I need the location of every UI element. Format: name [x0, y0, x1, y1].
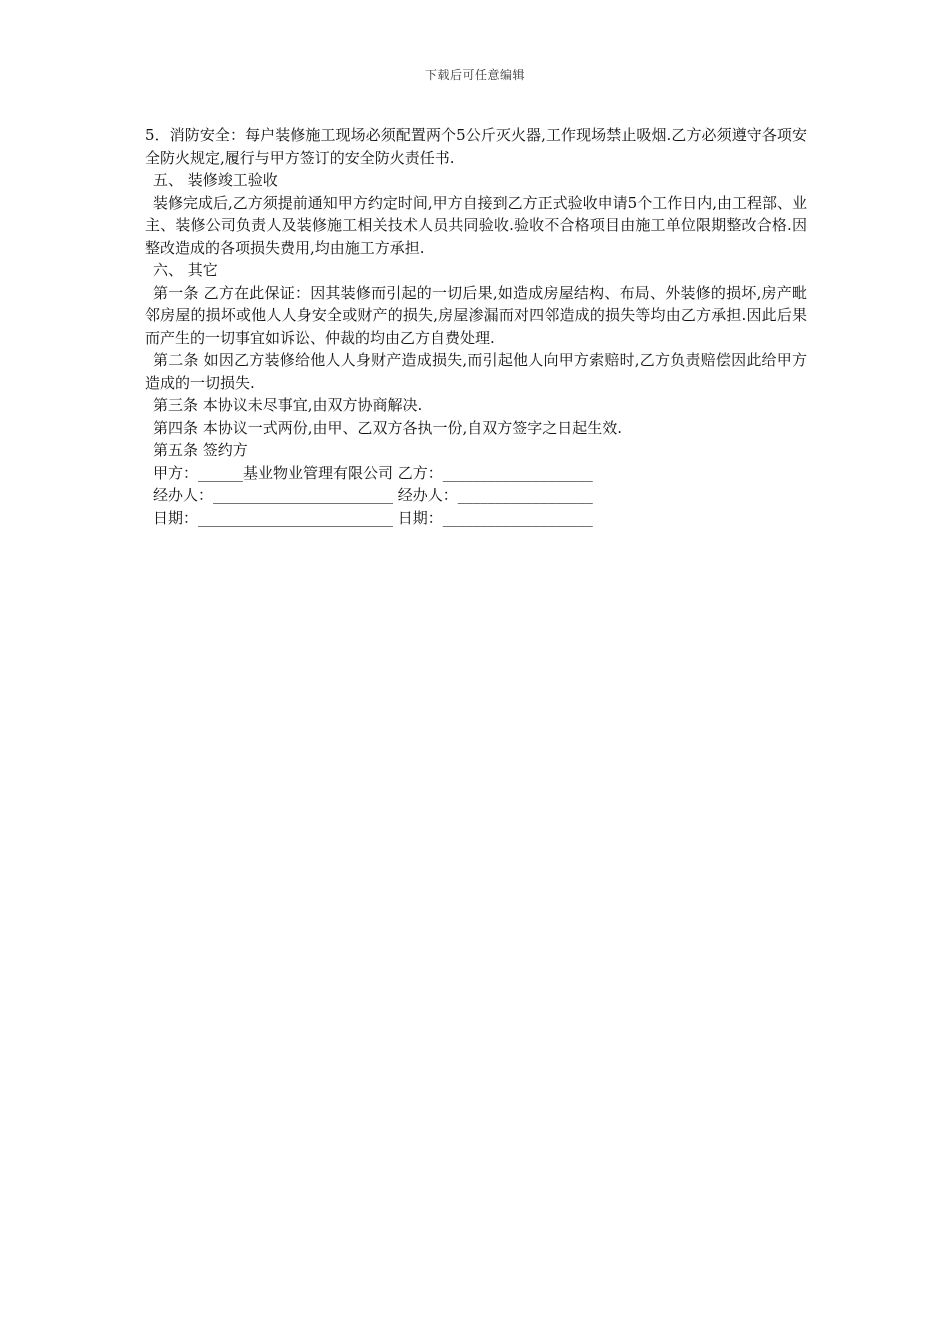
- signature-agent-line: 经办人：________________________ 经办人：__________________: [153, 486, 593, 504]
- signature-party-line: 甲方：______基业物业管理有限公司 乙方：____________________: [153, 463, 593, 482]
- section5-heading: 五、 装修竣工验收: [153, 171, 278, 189]
- paragraph-article2: 第二条 如因乙方装修给他人人身财产造成损失,而引起他人向甲方索赔时,乙方负责赔偿因此给甲方造成的一切损失.: [145, 351, 807, 392]
- paragraph-article5: 第五条 签约方: [153, 441, 248, 459]
- paragraph-article4: 第四条 本协议一式两份,由甲、乙双方各执一份,自双方签字之日起生效.: [153, 418, 623, 437]
- header-note: 下载后可任意编辑: [424, 68, 525, 82]
- signature-date-line: 日期：__________________________ 日期：____________________: [153, 508, 593, 527]
- document-body: [145, 124, 807, 529]
- paragraph-article3: 第三条 本协议未尽事宜,由双方协商解决.: [153, 396, 423, 414]
- section6-heading: 六、 其它: [153, 261, 218, 279]
- paragraph-article1: 第一条 乙方在此保证：因其装修而引起的一切后果,如造成房屋结构、布局、外装修的损坏,房产毗邻房屋的损坏或他人人身安全或财产的损失,房屋渗漏而对四邻造成的损失等均由乙方承担.因此后果而产生的一切事宜如诉讼、仲裁的均由乙方自费处理.: [145, 283, 807, 347]
- paragraph-item5: 5．消防安全：每户装修施工现场必须配置两个5公斤灭火器,工作现场禁止吸烟.乙方必须遵守各项安全防火规定,履行与甲方签订的安全防火责任书.: [145, 126, 807, 167]
- paragraph-section5: 装修完成后,乙方须提前通知甲方约定时间,甲方自接到乙方正式验收申请5个工作日内,由工程部、业主、装修公司负责人及装修施工相关技术人员共同验收.验收不合格项目由施工单位限期整改合格.因整改造成的各项损失费用,均由施工方承担.: [145, 193, 807, 257]
